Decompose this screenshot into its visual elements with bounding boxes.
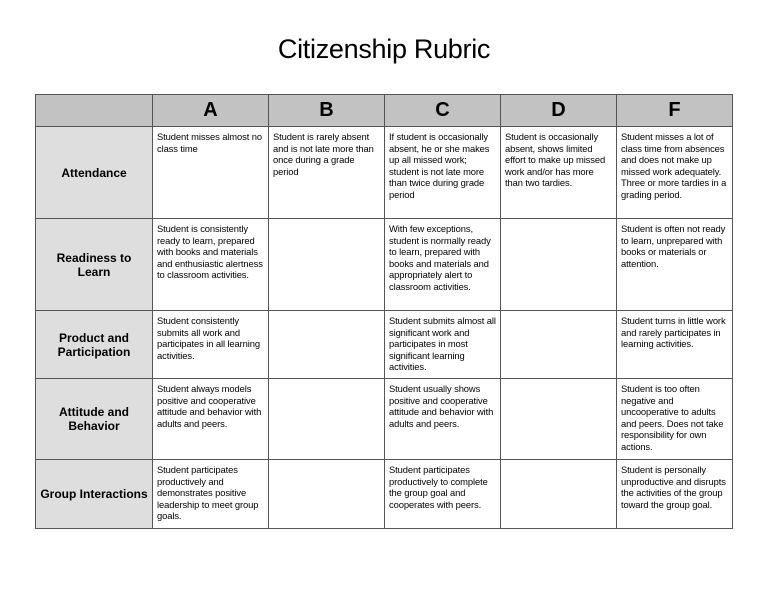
table-row <box>36 460 733 529</box>
descriptor-cell <box>501 311 617 379</box>
descriptor-cell: With few exceptions, student is normally ready to learn, prepared with books and materials and appropriately alert to classroom activities. <box>385 219 501 311</box>
descriptor-cell: Student is too often negative and uncooperative to adults and peers. Does not take responsibility for own actions. <box>617 379 733 460</box>
descriptor-cell: If student is occasionally absent, he or she makes up all missed work; student is not late more than twice during grade period <box>385 127 501 219</box>
descriptor-cell: Student misses a lot of class time from absences and does not make up missed work adequately. Three or more tardies in a grading period. <box>617 127 733 219</box>
criterion-readiness: Readiness to Learn <box>36 219 153 311</box>
criterion-attitude-behavior: Attitude and Behavior <box>36 379 153 460</box>
grade-header-d: D <box>501 95 617 127</box>
criterion-group-interactions: Group Interactions <box>36 460 153 529</box>
descriptor-cell: Student is often not ready to learn, unprepared with books or materials or attention. <box>617 219 733 311</box>
descriptor-cell: Student always models positive and cooperative attitude and behavior with adults and peers. <box>153 379 269 460</box>
descriptor-cell: Student turns in little work and rarely participates in learning activities. <box>617 311 733 379</box>
descriptor-cell: Student participates productively to complete the group goal and cooperates with peers. <box>385 460 501 529</box>
descriptor-cell <box>269 219 385 311</box>
table-row <box>36 219 733 311</box>
descriptor-cell <box>269 311 385 379</box>
descriptor-cell: Student is personally unproductive and disrupts the activities of the group toward the group goal. <box>617 460 733 529</box>
rubric-table <box>35 94 733 529</box>
descriptor-cell: Student participates productively and demonstrates positive leadership to meet group goals. <box>153 460 269 529</box>
descriptor-cell <box>269 379 385 460</box>
criterion-attendance: Attendance <box>36 127 153 219</box>
descriptor-cell <box>501 379 617 460</box>
grade-header-b: B <box>269 95 385 127</box>
grade-header-f: F <box>617 95 733 127</box>
table-row <box>36 127 733 219</box>
descriptor-cell: Student consistently submits all work and participates in all learning activities. <box>153 311 269 379</box>
descriptor-cell <box>501 460 617 529</box>
corner-cell <box>36 95 153 127</box>
table-row <box>36 379 733 460</box>
descriptor-cell: Student misses almost no class time <box>153 127 269 219</box>
grade-header-c: C <box>385 95 501 127</box>
grade-header-a: A <box>153 95 269 127</box>
grade-header-row <box>36 95 733 127</box>
descriptor-cell: Student usually shows positive and cooperative attitude and behavior with adults and peers. <box>385 379 501 460</box>
descriptor-cell: Student is occasionally absent, shows limited effort to make up missed work and/or has more than two tardies. <box>501 127 617 219</box>
descriptor-cell: Student is rarely absent and is not late more than once during a grade period <box>269 127 385 219</box>
descriptor-cell <box>501 219 617 311</box>
descriptor-cell: Student is consistently ready to learn, prepared with books and materials and enthusiastic alertness to classroom activities. <box>153 219 269 311</box>
table-row <box>36 311 733 379</box>
page-title: Citizenship Rubric <box>277 34 491 64</box>
descriptor-cell: Student submits almost all significant work and participates in most significant learning activities. <box>385 311 501 379</box>
criterion-product-participation: Product and Participation <box>36 311 153 379</box>
descriptor-cell <box>269 460 385 529</box>
